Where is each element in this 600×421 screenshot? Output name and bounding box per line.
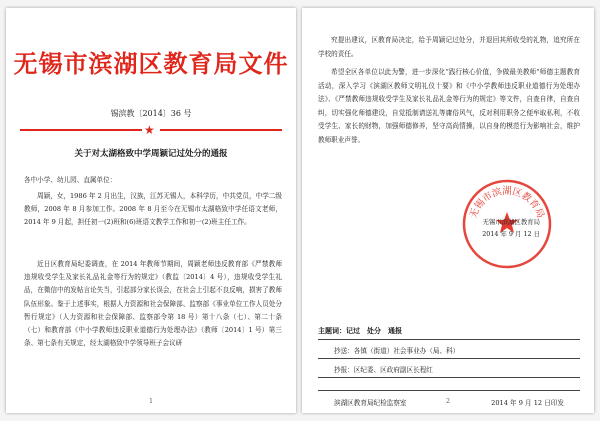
divider-3 bbox=[318, 377, 580, 378]
salutation: 各中小学、幼儿园、直属单位： bbox=[24, 176, 117, 184]
page-number: 1 bbox=[149, 398, 153, 405]
divider-2 bbox=[318, 358, 580, 359]
keywords-label: 主题词： bbox=[318, 326, 346, 335]
keywords-row bbox=[318, 326, 402, 336]
document-header-title: 无锡市滨湖区教育局文件 bbox=[13, 49, 289, 78]
paragraph-call-to-action: 希望全区各单位以此为警，进一步深化“践行核心价值，争做最美教师”师德主题教育活动，深入学习《滨湖区教师文明礼仪十要》和《中小学教师违反职业道德行为处理办法》、《严禁教师违规收受学生及家长礼品礼金等行为的规定》等文件，自查自律，自查自纠，切实强化师德建设，自觉抵制请送礼等庸俗风气，反对利用职务之便牟取私利，不收受学生、家长的财物，加强师德修养，坚守高尚情操，以自身的模范行为影响社会，维护教师职业声誉。 bbox=[318, 68, 580, 144]
header-rule-right bbox=[160, 129, 282, 131]
footer-issue-date: 2014 年 9 月 12 日印发 bbox=[491, 399, 564, 407]
star-icon: ★ bbox=[144, 123, 155, 137]
signature-block bbox=[460, 216, 540, 240]
divider-1 bbox=[318, 339, 580, 340]
paragraph-personal-info: 周颖，女，1986 年 2 月出生，汉族，江苏无锡人，本科学历，中共党员，中学二级教师，2008 年 8 月参加工作。2008 年 8 月至今在无锡市太湖格致中学任语文老师，2014 年 9 月起，担任初一(2)班和(6)班语文教学工作和初一(2)班主任工作。 bbox=[24, 192, 282, 227]
notice-title: 关于对太湖格致中学周颖记过处分的通报 bbox=[74, 149, 228, 159]
document-page-2 bbox=[302, 8, 594, 413]
document-number: 锡滨教〔2014〕36 号 bbox=[110, 109, 192, 118]
signature-date: 2014 年 9 月 12 日 bbox=[482, 230, 540, 238]
divider-4 bbox=[318, 390, 580, 391]
page-number: 2 bbox=[446, 398, 450, 405]
signature-organization: 无锡市滨湖区教育局 bbox=[482, 218, 540, 226]
keywords-value: 记过 处分 通报 bbox=[346, 326, 402, 335]
cc-reported: 抄报：区纪委、区政府副区长程红 bbox=[334, 366, 433, 374]
cc-recipients: 抄送：各镇（街道）社会事业办（局、科） bbox=[334, 347, 460, 355]
footer-issuing-office: 滨湖区教育局纪检监察室 bbox=[334, 399, 407, 407]
seal-text: 无锡市滨湖区教育局 bbox=[468, 186, 546, 220]
header-rule-left bbox=[20, 129, 142, 131]
paragraph-violation-details: 近日区教育局纪委调查，在 2014 年教师节期间，周颖老师违反教育部《严禁教师违规收受学生及家长礼品礼金等行为的规定》（教监〔2014〕4 号），违规收受学生礼品，在微信中的发帖言论失当，引起部分家长误会，在社会上引起不良反响，损害了教师队伍形象。鉴于上述事实，根据人力资源和社会保障部、监察部《事业单位工作人员处分暂行规定》（人力资源和社会保障部、监察部令第 18 号）第十八条（七）、第二十条（七）和教育部《中小学教师违反职业道德行为处理办法》（教师〔2014〕1 号）第三条、第七条有关规定，经太湖格致中学领导班子会议研 bbox=[24, 260, 282, 348]
document-page-1 bbox=[6, 8, 296, 413]
paragraph-decision: 究提出建议，区教育局决定，给予周颖记过处分，并退回其所收受的礼物，追究所在学校的责任。 bbox=[318, 36, 580, 58]
